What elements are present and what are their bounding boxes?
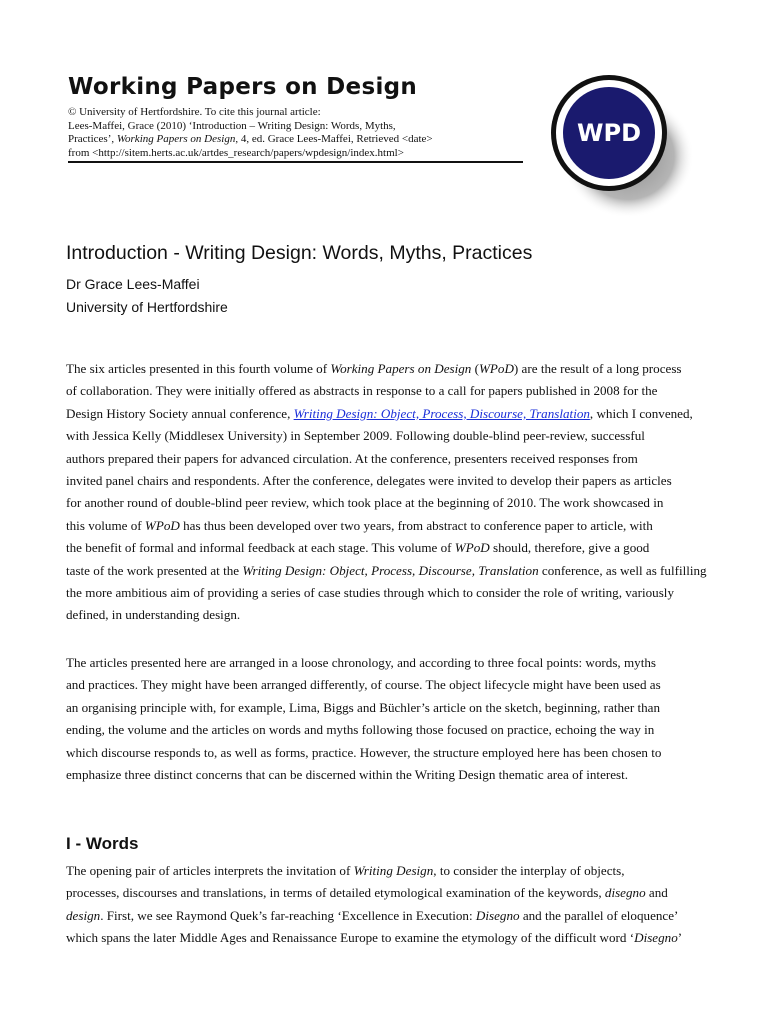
header-divider xyxy=(68,161,523,163)
text-line: and practices. They might have been arranged differently, of course. The object lifecycle might have been used as xyxy=(66,677,661,693)
citation-line: © University of Hertfordshire. To cite this journal article: xyxy=(68,106,321,118)
text-line: authors prepared their papers for advanced circulation. At the conference, presenters received responses from xyxy=(66,450,638,466)
citation-block xyxy=(68,106,523,160)
paragraph xyxy=(66,652,716,786)
paragraph xyxy=(66,860,716,950)
conference-link[interactable]: Writing Design: Object, Process, Discourse, Translation xyxy=(293,405,590,421)
section-heading: I - Words xyxy=(66,834,139,853)
text-line: The six articles presented in this fourth volume of Working Papers on Design (WPoD) are the result of a long process xyxy=(66,361,682,376)
text-line: which discourse responds to, as well as forms, practice. However, the structure employed here has been chosen to xyxy=(66,744,662,760)
logo-text: WPD xyxy=(577,119,641,147)
text-line: taste of the work presented at the Writing Design: Object, Process, Discourse, Translation conference, as well as fulfilling xyxy=(66,562,707,578)
citation-line: from <http://sitem.herts.ac.uk/artdes_research/papers/wpdesign/index.html> xyxy=(68,146,404,159)
text-line: The opening pair of articles interprets the invitation of Writing Design, to consider the interplay of objects, xyxy=(66,863,625,878)
citation-line: Practices’, Working Papers on Design, 4, ed. Grace Lees-Maffei, Retrieved <date> xyxy=(68,133,433,145)
wpd-logo xyxy=(536,70,696,220)
paragraph xyxy=(66,358,716,627)
article-title: Introduction - Writing Design: Words, Myths, Practices xyxy=(66,242,533,264)
text-line: this volume of WPoD has thus been developed over two years, from abstract to conference paper to article, with xyxy=(66,517,653,533)
text-line: design. First, we see Raymond Quek’s far-reaching ‘Excellence in Execution: Disegno and the parallel of eloquence’ xyxy=(66,907,679,923)
text-line: invited panel chairs and respondents. After the conference, delegates were invited to develop their papers as articles xyxy=(66,473,672,489)
citation-line: Lees-Maffei, Grace (2010) ‘Introduction – Writing Design: Words, Myths, xyxy=(68,119,396,132)
text-line: for another round of double-blind peer review, which took place at the beginning of 2010. The work showcased in xyxy=(66,495,664,511)
text-line: with Jessica Kelly (Middlesex University) in September 2009. Following double-blind peer-review, successful xyxy=(66,428,645,444)
journal-header xyxy=(68,74,523,160)
text-line: defined, in understanding design. xyxy=(66,607,241,623)
text-line: processes, discourses and translations, in terms of detailed etymological examination of the keywords, disegno and xyxy=(66,885,668,901)
text-line: emphasize three distinct concerns that can be discerned within the Writing Design thematic area of interest. xyxy=(66,767,629,783)
text-line: the more ambitious aim of providing a series of case studies through which to consider the role of writing, variously xyxy=(66,585,674,601)
text-line: an organising principle with, for example, Lima, Biggs and Büchler’s article on the sketch, beginning, rather than xyxy=(66,699,661,715)
author-name: Dr Grace Lees-Maffei xyxy=(66,276,200,292)
text-line: the benefit of formal and informal feedback at each stage. This volume of WPoD should, therefore, give a good xyxy=(66,540,650,556)
author-affiliation: University of Hertfordshire xyxy=(66,299,228,315)
text-line: which spans the later Middle Ages and Renaissance Europe to examine the etymology of the difficult word ‘Disegno’ xyxy=(66,930,683,946)
text-line: The articles presented here are arranged in a loose chronology, and according to three focal points: words, myths xyxy=(66,655,656,670)
journal-title: Working Papers on Design xyxy=(68,74,418,100)
text-line: ending, the volume and the articles on words and myths following those focused on practice, echoing the way in xyxy=(66,722,655,738)
text-line: Design History Society annual conference, Writing Design: Object, Process, Discourse, Translation, which I convened, xyxy=(66,405,693,421)
text-line: of collaboration. They were initially offered as abstracts in response to a call for papers published in 2008 for the xyxy=(66,383,658,399)
